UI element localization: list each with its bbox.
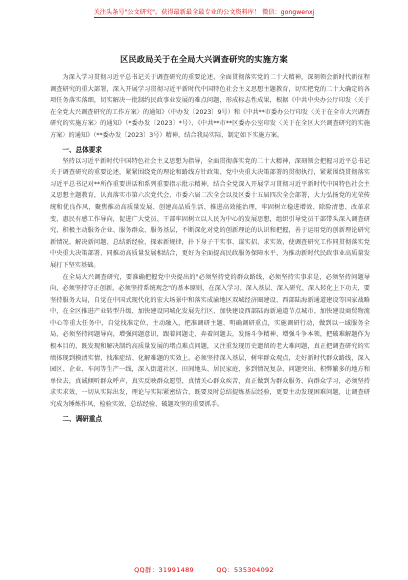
body-paragraph-2: 在全局大兴调查研究，要准确把握党中央提出的"必须坚持党的群众路线，必须坚持实事求是，必须坚持问题导向，必须坚持守正创新，必须坚持系统观念"的基本原则，在深入学习、深入基层、深入研究、深入转化上下功夫，要坚持服务大局，自觉在中国式现代化的宏大场景中和落实成渝地区双城经济圈建设、西部陆海新通道建设等国家战略中，在全区推进产业转型升级、加快建设同城化发展先行区、加快建设西部陆海新通道节点城市、加快建设商贸物流中心等重大任务中，自觉找准定位、主动融入，把准调研主题、明确调研重点，实施调研行动，做到以一域服务全局，必须坚持问题导向，增强问题意识，跟着问题走、奔着问题去，发扬斗争精神、增强斗争本领，把破难解题作为根本目的，既发现和解决制约高质量发展的堵点难点问题，又注重发现历史遗留的老大难问题，真正把调查研究的实绩体现到摸清实情、找准症结、化解难题的实效上。必须坚持深入基层，树牢群众观点，走好新时代群众路线，深入园区、企业、车间等生产一线，深入街道社区、田间地头、居民家庭，多到情况复杂、问题突出、积弊繁多的地方和单位去，真诚倾听群众呼声，真实反映群众愿望，真情关心群众疾苦，真正做到为群众服务、向群众学习，必须坚持求实求效，一切从实际出发，理论与实际紧密结合，既要及时总结提炼基层经验，更要主动发现困难问题，让调查研究成为锤炼作风、检验实效、总结经验、破题攻坚的重要抓手。 <box>50 273 370 409</box>
section-heading-2: 二、调研重点 <box>62 414 102 423</box>
promo-banner <box>0 0 408 24</box>
promo-link[interactable]: 关注头条号"公文研究"，获得最新最全最专业的公文资料库！ 微信：gongwenxj <box>93 8 315 16</box>
intro-paragraph: 为深入学习贯彻习近平总书记关于调查研究的重要论述，全面贯彻落实党的二十大精神，深刻领会新时代新征程调查研究的重大部署，深入开展学习贯彻习近平新时代中国特色社会主义思想主题教育，切实把党的二十大确定的各项任务落实落细，切实解决一批制约民政事业发展的难点问题，形成标志性成果，根据《中共中央办公厅印发〈关于在全党大兴调查研究的工作方案〉的通知》（中办发〔2023〕9号）和《中共**市委办公厅印发〈关于在全市大兴调查研究的实施方案〉的通知》（*委办发〔2023〕*号）、《中共**市**区委办公室印发〈关于在全区大兴调查研究的实施方案〉的通知》（**委办发〔2023〕3号）精神，结合我局实际，制定如下实施方案。 <box>50 74 370 139</box>
body-paragraph-1: 坚持以习近平新时代中国特色社会主义思想为指导，全面贯彻落实党的二十大精神，深刻领会把握习近平总书记关于调查研究的重要论述，紧紧围绕党的理论和路线方针政策、党中央重大决策部署的贯彻执行，紧紧围绕贯彻落实习近平总书记对**所作重要讲话和系列重要指示批示精神，结合全党深入开展学习贯彻习近平新时代中国特色社会主义思想主题教育，认真落实市第六次党代会、市委六届二次全会以及区委十五届四次全会部署，大力弘扬党的光荣传统和优良作风，聚焦推动高质量发展、创建高品质生活、推进高效能治理，牢固树立稳进增效、除险清患、改革求变、惠民有感工作导向，促进广大党员、干部牢固树立以人民为中心的发展思想，组织引导党员干部带头深入调查研究，积极主动服务企业、服务群众、服务基层，不断深化对党的创新理论的认识和把握，善于运用党的创新理论研究新情况、解决新问题、总结新经验、探索新规律，扑下身子干实事、谋实招、求实效，使调查研究工作同贯彻落实党中央重大决策部署、同推动高质量发展相结合，更好为全面提高民政服务保障水平、为推动新时代民政事业高质量发展打下坚实基础。 <box>50 157 370 269</box>
section-heading-1: 一、总体要求 <box>62 145 102 154</box>
document-title: 区民政局关于在全局大兴调查研究的实施方案 <box>120 54 288 64</box>
footer <box>0 565 408 574</box>
document-body <box>50 72 370 425</box>
footer-qq-group: QQ群：31991489 <box>134 566 194 574</box>
footer-qq-id: QQ：535304092 <box>216 566 274 574</box>
